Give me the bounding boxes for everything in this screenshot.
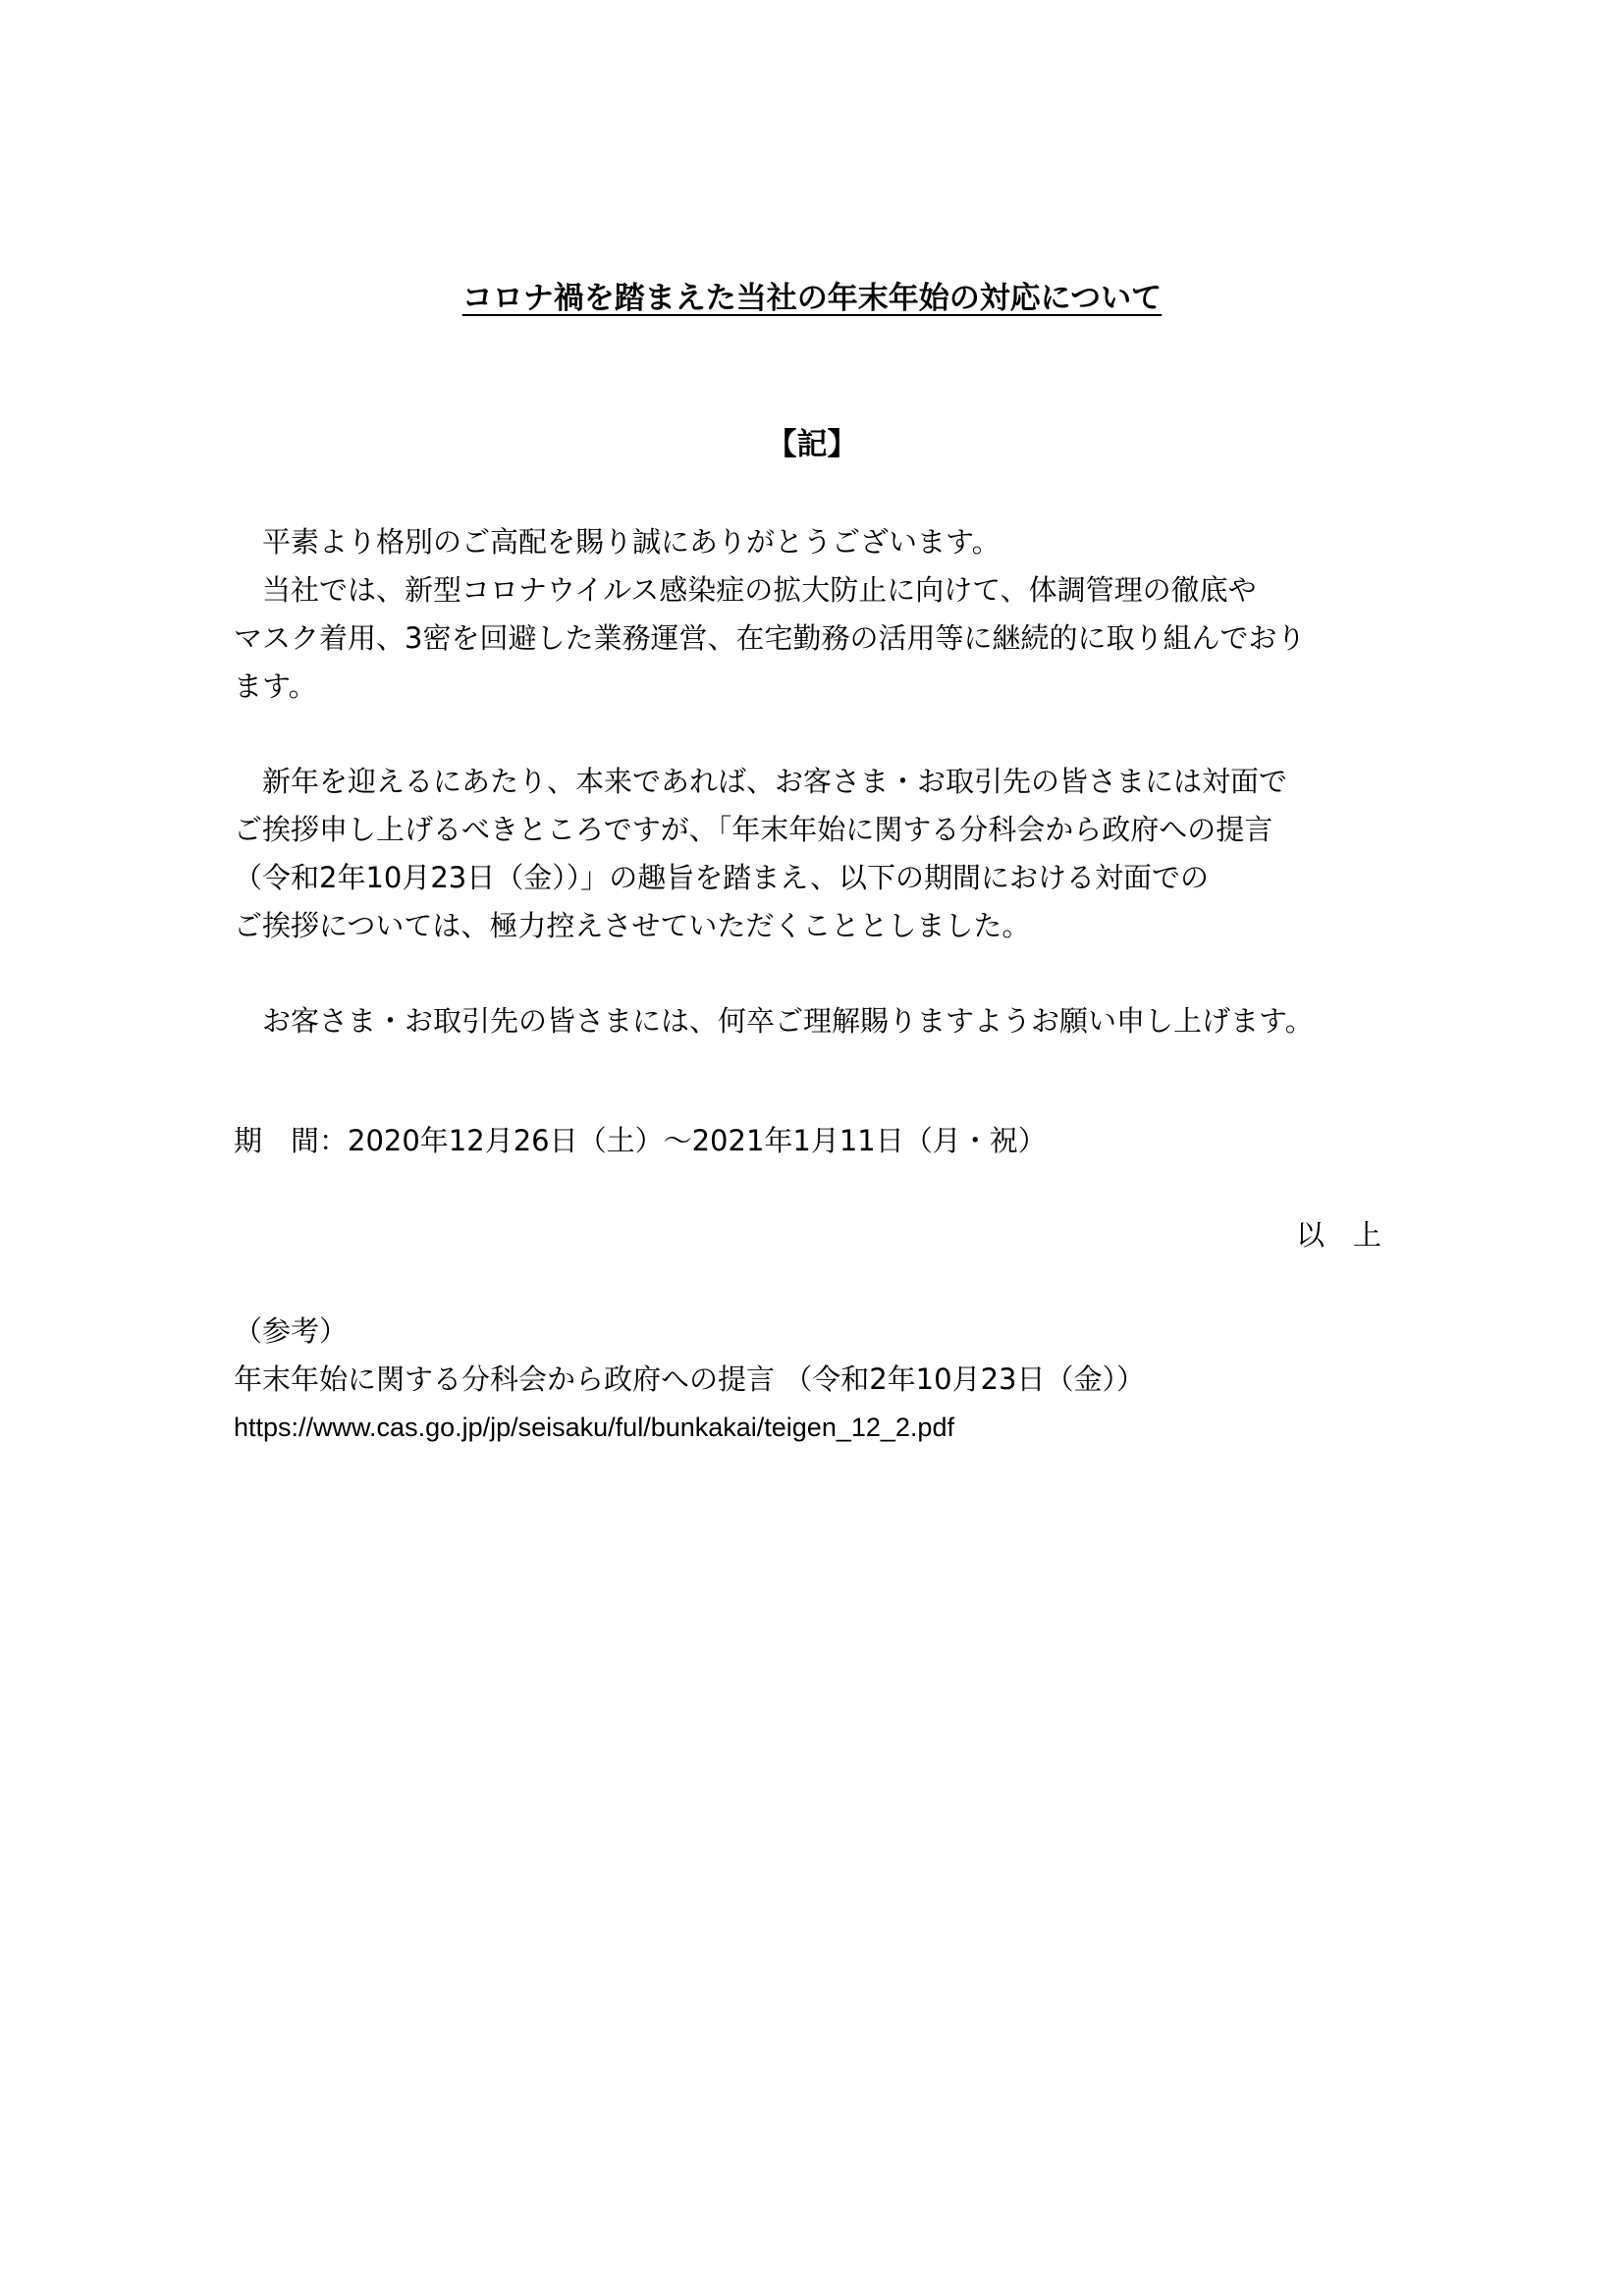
paragraph-line: 平素より格別のご高配を賜り誠にありがとうございます。 xyxy=(234,525,1001,559)
period-line xyxy=(234,1117,1412,1165)
paragraph-line: お客さま・お取引先の皆さまには、何卒ご理解賜りますようお願い申し上げます。 xyxy=(234,1004,1314,1038)
paragraph-line: ご挨拶については、極力控えさせていただくこととしました。 xyxy=(234,909,1031,942)
paragraph-line: ご挨拶申し上げるべきところですが、「年末年始に関する分科会から政府への提言 xyxy=(234,813,1273,846)
closing-ijo: 以 上 xyxy=(1296,1218,1382,1252)
reference-section xyxy=(234,1308,1412,1452)
reference-url-link[interactable]: https://www.cas.go.jp/jp/seisaku/ful/bunkakai/teigen_12_2.pdf xyxy=(234,1413,954,1442)
reference-text: 年末年始に関する分科会から政府への提言 （令和2年10月23日（金）） xyxy=(234,1362,1145,1396)
paragraph-line: ます。 xyxy=(234,669,317,703)
reference-label: （参考） xyxy=(234,1314,349,1348)
paragraph-request xyxy=(234,997,1412,1045)
paragraph-line: （令和2年10月23日（金））」の趣旨を踏まえ、以下の期間における対面での xyxy=(234,861,1209,894)
paragraph-greeting xyxy=(234,518,1412,711)
paragraph-new-year xyxy=(234,758,1412,950)
paragraph-line: 当社では、新型コロナウイルス感染症の拡大防止に向けて、体調管理の徹底や xyxy=(234,573,1257,607)
period-text: 期 間：2020年12月26日（土）～2021年1月11日（月・祝） xyxy=(234,1124,1047,1157)
paragraph-line: マスク着用、3密を回避した業務運営、在宅勤務の活用等に継続的に取り組んでおり xyxy=(234,621,1306,655)
section-heading-ki: 【記】 xyxy=(766,427,858,462)
paragraph-line: 新年を迎えるにあたり、本来であれば、お客さま・お取引先の皆さまには対面で xyxy=(234,765,1288,798)
document-title: コロナ禍を踏まえた当社の年末年始の対応について xyxy=(461,281,1163,316)
